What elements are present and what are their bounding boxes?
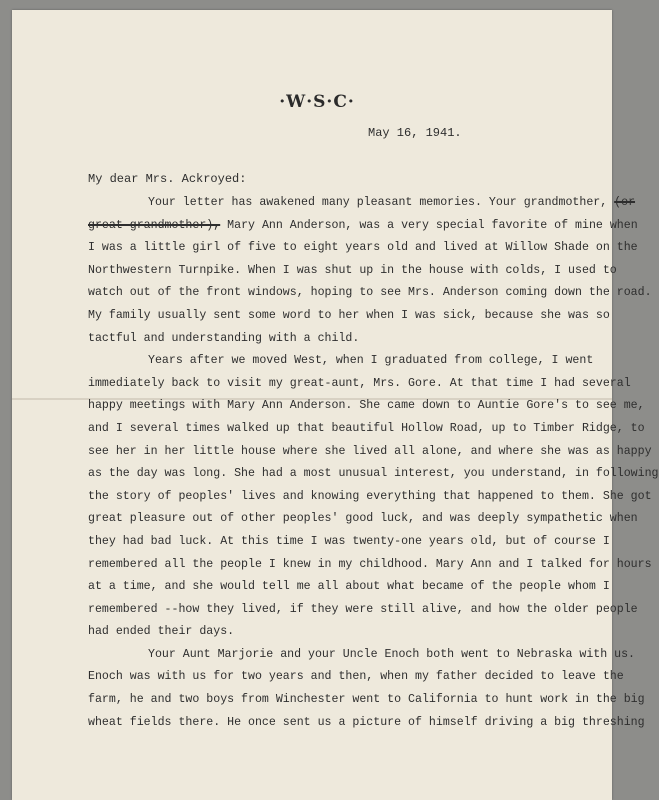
- letter-body: [88, 192, 659, 734]
- body-line: see her in her little house where she lived all alone, and where she was as happy: [88, 444, 652, 458]
- struck-text: (or: [614, 196, 636, 209]
- body-line: happy meetings with Mary Ann Anderson. She came down to Auntie Gore's to see me,: [88, 399, 645, 413]
- body-line: great pleasure out of other peoples' good luck, and was deeply sympathetic when: [88, 512, 638, 526]
- salutation: My dear Mrs. Ackroyed:: [88, 172, 247, 186]
- body-line: remembered --how they lived, if they were still alive, and how the older people: [88, 602, 638, 616]
- body-line: immediately back to visit my great-aunt, Mrs. Gore. At that time I had several: [88, 376, 631, 390]
- body-line: and I several times walked up that beautiful Hollow Road, up to Timber Ridge, to: [88, 421, 645, 435]
- body-line: wheat fields there. He once sent us a picture of himself driving a big threshing: [88, 715, 645, 729]
- body-line: had ended their days.: [88, 625, 235, 639]
- letter-page: [12, 10, 659, 800]
- body-line: Northwestern Turnpike. When I was shut up in the house with colds, I used to: [88, 263, 617, 277]
- body-line: remembered all the people I knew in my childhood. Mary Ann and I talked for hours: [88, 557, 652, 571]
- letterhead-monogram: ·W·S·C·: [279, 92, 355, 112]
- body-line: watch out of the front windows, hoping to see Mrs. Anderson coming down the road.: [88, 286, 652, 300]
- body-line: Years after we moved West, when I graduated from college, I went: [148, 354, 594, 368]
- letter-date: May 16, 1941.: [368, 126, 462, 140]
- body-line: great-grandmother), Mary Ann Anderson, was a very special favorite of mine when: [88, 218, 638, 232]
- body-line: as the day was long. She had a most unusual interest, you understand, in following: [88, 467, 659, 481]
- body-line: Your letter has awakened many pleasant memories. Your grandmother, (or: [148, 196, 636, 209]
- body-line: Enoch was with us for two years and then, when my father decided to leave the: [88, 670, 624, 684]
- body-line: tactful and understanding with a child.: [88, 331, 360, 345]
- body-line: My family usually sent some word to her when I was sick, because she was so: [88, 308, 610, 322]
- struck-text: great-grandmother),: [88, 218, 221, 232]
- body-line: farm, he and two boys from Winchester went to California to hunt work in the big: [88, 693, 645, 707]
- body-line: Your Aunt Marjorie and your Uncle Enoch both went to Nebraska with us.: [148, 647, 636, 661]
- body-line: they had bad luck. At this time I was twenty-one years old, but of course I: [88, 534, 610, 548]
- body-line: the story of peoples' lives and knowing everything that happened to them. She got: [88, 489, 652, 503]
- body-line: at a time, and she would tell me all about what became of the people whom I: [88, 580, 610, 594]
- body-line: I was a little girl of five to eight years old and lived at Willow Shade on the: [88, 241, 638, 255]
